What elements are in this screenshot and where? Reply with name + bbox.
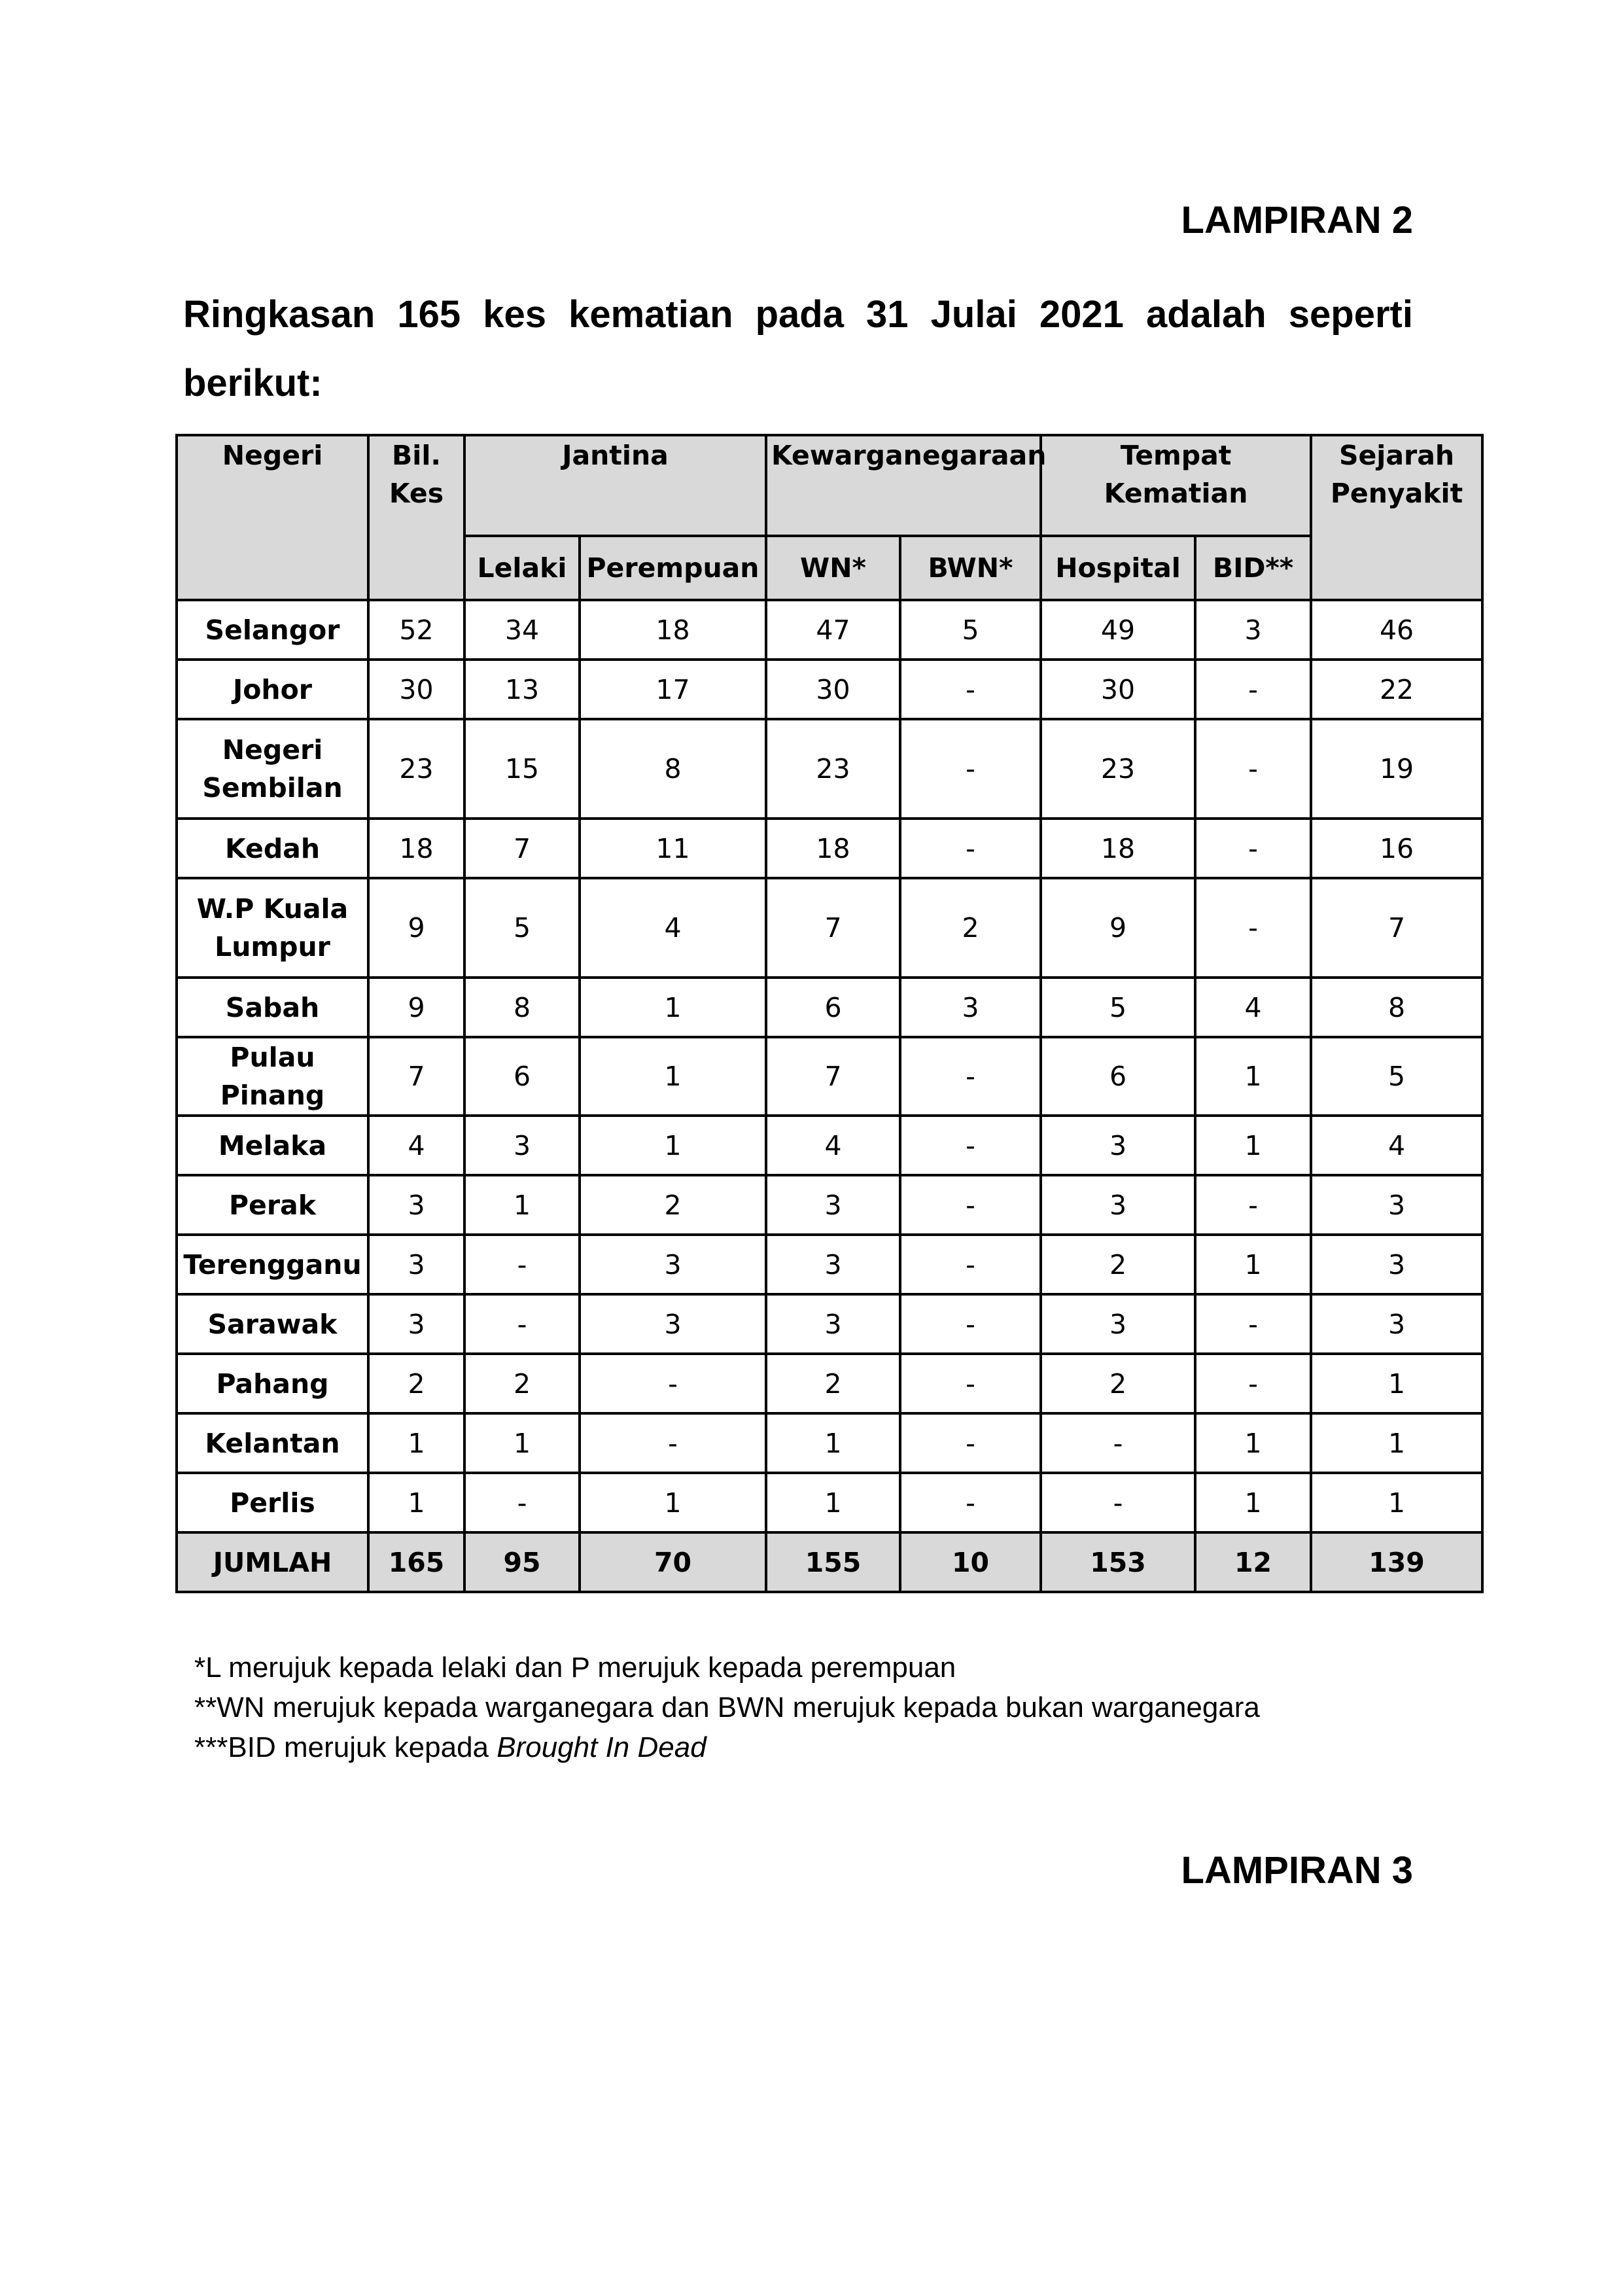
value-cell: 23 xyxy=(766,719,900,819)
value-cell: 3 xyxy=(1311,1235,1482,1294)
value-cell: 1 xyxy=(368,1413,464,1473)
value-cell: 1 xyxy=(580,1473,766,1532)
value-cell: 1 xyxy=(1311,1354,1482,1413)
table-row xyxy=(177,878,1482,978)
total-value-cell: 70 xyxy=(580,1532,766,1592)
value-cell: 23 xyxy=(368,719,464,819)
value-cell: 7 xyxy=(464,819,580,878)
value-cell: 3 xyxy=(580,1235,766,1294)
state-name-cell: Kelantan xyxy=(177,1413,368,1473)
value-cell: 1 xyxy=(580,1116,766,1175)
value-cell: 34 xyxy=(464,600,580,660)
value-cell: 3 xyxy=(464,1116,580,1175)
value-cell: 52 xyxy=(368,600,464,660)
value-cell: 47 xyxy=(766,600,900,660)
value-cell: 5 xyxy=(900,600,1041,660)
value-cell: 2 xyxy=(900,878,1041,978)
value-cell: 11 xyxy=(580,819,766,878)
total-value-cell: 155 xyxy=(766,1532,900,1592)
state-name-cell: Terengganu xyxy=(177,1235,368,1294)
state-name-cell: Pahang xyxy=(177,1354,368,1413)
table-row xyxy=(177,978,1482,1037)
value-cell: 7 xyxy=(1311,878,1482,978)
value-cell: - xyxy=(900,1354,1041,1413)
value-cell: 3 xyxy=(1195,600,1311,660)
value-cell: - xyxy=(900,1473,1041,1532)
value-cell: 1 xyxy=(1195,1413,1311,1473)
value-cell: - xyxy=(1195,1294,1311,1354)
total-value-cell: 95 xyxy=(464,1532,580,1592)
value-cell: - xyxy=(900,660,1041,719)
table-row xyxy=(177,600,1482,660)
value-cell: 30 xyxy=(368,660,464,719)
value-cell: 1 xyxy=(1195,1235,1311,1294)
total-value-cell: 165 xyxy=(368,1532,464,1592)
value-cell: - xyxy=(1041,1473,1195,1532)
value-cell: 6 xyxy=(766,978,900,1037)
header-perempuan: Perempuan xyxy=(580,536,766,600)
value-cell: 5 xyxy=(1311,1037,1482,1116)
state-name-cell: Johor xyxy=(177,660,368,719)
value-cell: 8 xyxy=(580,719,766,819)
value-cell: - xyxy=(900,1413,1041,1473)
value-cell: - xyxy=(1195,878,1311,978)
value-cell: 8 xyxy=(1311,978,1482,1037)
state-name-cell: Melaka xyxy=(177,1116,368,1175)
header-lelaki: Lelaki xyxy=(464,536,580,600)
value-cell: 18 xyxy=(368,819,464,878)
state-name-cell: Pulau Pinang xyxy=(177,1037,368,1116)
intro-text: Ringkasan 165 kes kematian pada 31 Julai 2021 adalah seperti berikut: xyxy=(183,293,1413,404)
value-cell: 3 xyxy=(766,1175,900,1235)
header-bil-kes: Bil. Kes xyxy=(368,435,464,600)
header-tempat-kematian: Tempat Kematian xyxy=(1041,435,1311,536)
state-name-cell: W.P Kuala Lumpur xyxy=(177,878,368,978)
value-cell: - xyxy=(464,1294,580,1354)
value-cell: 3 xyxy=(1311,1175,1482,1235)
footnote-citizenship: **WN merujuk kepada warganegara dan BWN merujuk kepada bukan warganegara xyxy=(194,1691,1260,1723)
value-cell: 3 xyxy=(368,1294,464,1354)
value-cell: 9 xyxy=(368,978,464,1037)
value-cell: 1 xyxy=(1195,1037,1311,1116)
header-kewarganegaraan: Kewarganegaraan xyxy=(766,435,1041,536)
value-cell: 13 xyxy=(464,660,580,719)
value-cell: 4 xyxy=(1195,978,1311,1037)
table-row xyxy=(177,1175,1482,1235)
state-name-cell: Sabah xyxy=(177,978,368,1037)
value-cell: 46 xyxy=(1311,600,1482,660)
total-value-cell: 12 xyxy=(1195,1532,1311,1592)
value-cell: 23 xyxy=(1041,719,1195,819)
value-cell: 1 xyxy=(464,1175,580,1235)
table-row xyxy=(177,819,1482,878)
state-name-cell: Sarawak xyxy=(177,1294,368,1354)
value-cell: 4 xyxy=(368,1116,464,1175)
value-cell: - xyxy=(1195,819,1311,878)
value-cell: 2 xyxy=(766,1354,900,1413)
value-cell: 18 xyxy=(580,600,766,660)
footnotes xyxy=(194,1648,1260,1767)
value-cell: - xyxy=(580,1413,766,1473)
value-cell: 2 xyxy=(580,1175,766,1235)
value-cell: 3 xyxy=(1041,1294,1195,1354)
value-cell: - xyxy=(464,1473,580,1532)
value-cell: 4 xyxy=(1311,1116,1482,1175)
value-cell: 3 xyxy=(766,1235,900,1294)
value-cell: 18 xyxy=(1041,819,1195,878)
state-name-cell: Perak xyxy=(177,1175,368,1235)
value-cell: - xyxy=(900,719,1041,819)
value-cell: 7 xyxy=(766,878,900,978)
value-cell: 9 xyxy=(1041,878,1195,978)
value-cell: 5 xyxy=(1041,978,1195,1037)
value-cell: 1 xyxy=(368,1473,464,1532)
footnote-bid xyxy=(194,1727,1260,1767)
value-cell: - xyxy=(900,1294,1041,1354)
header-sejarah-penyakit: Sejarah Penyakit xyxy=(1311,435,1482,600)
value-cell: 3 xyxy=(900,978,1041,1037)
value-cell: 1 xyxy=(464,1413,580,1473)
table-row xyxy=(177,1413,1482,1473)
header-bwn: BWN* xyxy=(900,536,1041,600)
state-name-cell: Perlis xyxy=(177,1473,368,1532)
value-cell: 6 xyxy=(1041,1037,1195,1116)
footnote-bid-italic: Brought In Dead xyxy=(497,1731,707,1763)
value-cell: 1 xyxy=(1195,1473,1311,1532)
value-cell: 2 xyxy=(368,1354,464,1413)
value-cell: 2 xyxy=(1041,1235,1195,1294)
header-negeri: Negeri xyxy=(177,435,368,600)
value-cell: 7 xyxy=(766,1037,900,1116)
state-name-cell: Negeri Sembilan xyxy=(177,719,368,819)
value-cell: 22 xyxy=(1311,660,1482,719)
value-cell: 30 xyxy=(766,660,900,719)
value-cell: - xyxy=(1195,1175,1311,1235)
header-hospital: Hospital xyxy=(1041,536,1195,600)
value-cell: 8 xyxy=(464,978,580,1037)
value-cell: 1 xyxy=(766,1473,900,1532)
value-cell: 4 xyxy=(580,878,766,978)
value-cell: 19 xyxy=(1311,719,1482,819)
value-cell: 2 xyxy=(1041,1354,1195,1413)
value-cell: 1 xyxy=(1195,1116,1311,1175)
table-row xyxy=(177,1116,1482,1175)
lampiran-3-heading: LAMPIRAN 3 xyxy=(1181,1849,1413,1892)
value-cell: - xyxy=(1195,660,1311,719)
value-cell: 30 xyxy=(1041,660,1195,719)
footnote-bid-prefix: ***BID merujuk kepada xyxy=(194,1731,497,1763)
table-row xyxy=(177,1294,1482,1354)
value-cell: - xyxy=(900,1175,1041,1235)
value-cell: 49 xyxy=(1041,600,1195,660)
value-cell: - xyxy=(464,1235,580,1294)
table-row xyxy=(177,1354,1482,1413)
death-summary-table xyxy=(175,434,1484,1593)
value-cell: - xyxy=(1041,1413,1195,1473)
value-cell: 2 xyxy=(464,1354,580,1413)
value-cell: - xyxy=(580,1354,766,1413)
value-cell: 1 xyxy=(580,1037,766,1116)
value-cell: - xyxy=(900,1235,1041,1294)
value-cell: 7 xyxy=(368,1037,464,1116)
value-cell: - xyxy=(900,1037,1041,1116)
total-label-cell: JUMLAH xyxy=(177,1532,368,1592)
table-row xyxy=(177,1037,1482,1116)
value-cell: - xyxy=(1195,719,1311,819)
header-jantina: Jantina xyxy=(464,435,766,536)
value-cell: 17 xyxy=(580,660,766,719)
value-cell: 6 xyxy=(464,1037,580,1116)
value-cell: 3 xyxy=(368,1175,464,1235)
value-cell: 15 xyxy=(464,719,580,819)
value-cell: 4 xyxy=(766,1116,900,1175)
table-row xyxy=(177,1235,1482,1294)
value-cell: - xyxy=(1195,1354,1311,1413)
table-row xyxy=(177,660,1482,719)
lampiran-2-heading: LAMPIRAN 2 xyxy=(1181,199,1413,241)
value-cell: 3 xyxy=(1041,1175,1195,1235)
header-bid: BID** xyxy=(1195,536,1311,600)
footnote-gender: *L merujuk kepada lelaki dan P merujuk kepada perempuan xyxy=(194,1651,956,1684)
value-cell: - xyxy=(900,819,1041,878)
value-cell: 3 xyxy=(766,1294,900,1354)
value-cell: 3 xyxy=(368,1235,464,1294)
table-body xyxy=(177,600,1482,1592)
value-cell: 16 xyxy=(1311,819,1482,878)
total-value-cell: 139 xyxy=(1311,1532,1482,1592)
value-cell: 18 xyxy=(766,819,900,878)
header-wn: WN* xyxy=(766,536,900,600)
state-name-cell: Selangor xyxy=(177,600,368,660)
value-cell: 1 xyxy=(1311,1473,1482,1532)
state-name-cell: Kedah xyxy=(177,819,368,878)
value-cell: 3 xyxy=(580,1294,766,1354)
table-row xyxy=(177,719,1482,819)
total-value-cell: 153 xyxy=(1041,1532,1195,1592)
value-cell: - xyxy=(900,1116,1041,1175)
value-cell: 1 xyxy=(580,978,766,1037)
value-cell: 3 xyxy=(1311,1294,1482,1354)
value-cell: 9 xyxy=(368,878,464,978)
table-row xyxy=(177,1473,1482,1532)
total-row xyxy=(177,1532,1482,1592)
value-cell: 1 xyxy=(1311,1413,1482,1473)
value-cell: 1 xyxy=(766,1413,900,1473)
value-cell: 3 xyxy=(1041,1116,1195,1175)
total-value-cell: 10 xyxy=(900,1532,1041,1592)
value-cell: 5 xyxy=(464,878,580,978)
